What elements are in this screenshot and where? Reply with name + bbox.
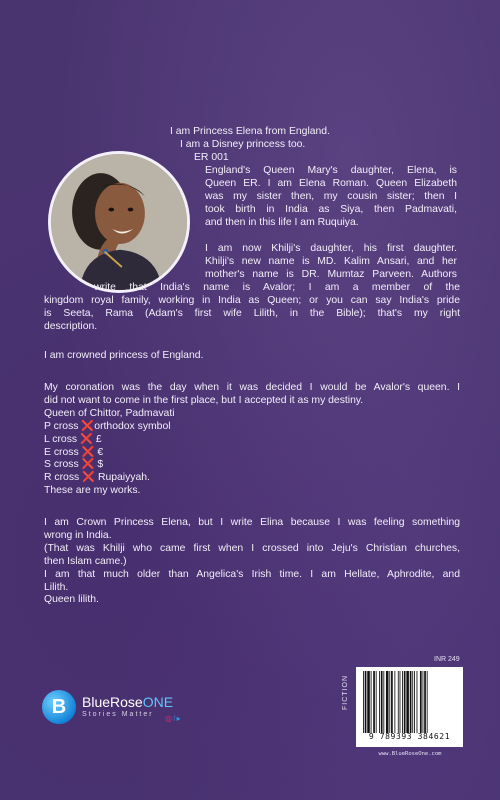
publisher-logo-mark: B <box>42 690 76 724</box>
paragraph-queen-er <box>205 165 457 230</box>
symbol-line: E cross ❌ € <box>44 446 104 458</box>
text-line: (That was Khilji who came first when I crossed into Jeju's Christian churches, <box>44 542 460 554</box>
symbol-line: S cross ❌ $ <box>44 459 104 471</box>
instagram-icon: ◎ <box>165 714 172 723</box>
intro-line: I am Princess Elena from England. <box>170 126 330 137</box>
crowned-line <box>44 350 460 363</box>
genre-label: FICTION <box>342 675 349 710</box>
cross-mark-icon: ❌ <box>81 459 95 471</box>
barcode-bar <box>373 671 375 733</box>
twitter-icon: ▸ <box>176 714 181 723</box>
barcode-bar <box>427 671 428 733</box>
text-line: My coronation was the day when it was decided I would be Avalor's queen. I <box>44 382 460 393</box>
text-line: I am crowned princess of England. <box>44 350 204 361</box>
intro-line: ER 001 <box>194 152 229 163</box>
text-line: Khilji's new name is MD. Kalim Ansari, and her <box>205 255 457 267</box>
isbn-barcode <box>356 667 463 747</box>
text-line: took birth in India as Siya, then Padmavati, <box>205 203 457 215</box>
barcode-bar <box>424 671 426 733</box>
text-line: then Islam came.) <box>44 555 127 567</box>
isbn-number: 9 789393 384621 <box>368 732 451 741</box>
barcode-bar <box>414 671 415 733</box>
publisher-logo <box>42 690 192 730</box>
price-label: INR 249 <box>434 656 460 663</box>
publisher-website: www.BlueRoseOne.com <box>378 751 442 757</box>
barcode-bar <box>367 671 370 733</box>
barcode-bar <box>379 671 380 733</box>
symbol-line: L cross ❌ £ <box>44 433 102 445</box>
barcode-bar <box>381 671 383 733</box>
social-icons <box>165 714 182 723</box>
facebook-icon: f <box>172 714 176 723</box>
paragraph-avalor-cont <box>44 295 460 334</box>
cross-mark-icon: ❌ <box>81 446 95 458</box>
text-line: did not want to come in the first place, but I accepted it as my destiny. <box>44 394 364 406</box>
barcode-bar <box>404 671 406 733</box>
paragraph-crown-princess <box>44 517 460 607</box>
barcode-bar <box>376 671 377 733</box>
text-line: kingdom royal family, working in India as Queen; or you can say India's pride <box>44 295 460 306</box>
text-line: is Seeta, Rama (Adam's first wife Lilith, in the Bible); that's my right <box>44 307 460 319</box>
barcode-bar <box>423 671 424 733</box>
barcode-bar <box>412 671 413 733</box>
barcode-bars <box>363 671 456 733</box>
barcode-bar <box>371 671 372 733</box>
author-photo <box>48 151 190 293</box>
text-line: mother's name is DR. Mumtaz Parveen. Authors <box>205 268 457 280</box>
cross-mark-icon: ❌ <box>80 433 93 445</box>
text-line: Queen of Chittor, Padmavati <box>44 407 175 419</box>
intro-line: I am a Disney princess too. <box>180 139 306 150</box>
text-line: write that India's name is Avalor; I am a member of the <box>94 282 460 293</box>
text-line: and then in this life I am Ruquiya. <box>205 216 359 228</box>
publisher-tagline: Stories Matter <box>82 711 154 718</box>
text-line: Lilith. <box>44 581 69 593</box>
barcode-bar <box>394 671 395 733</box>
barcode-bar <box>386 671 389 733</box>
barcode-bar <box>398 671 399 733</box>
text-line: England's Queen Mary's daughter, Elena, is <box>205 165 457 176</box>
paragraph-coronation <box>44 382 460 498</box>
text-line: These are my works. <box>44 485 141 497</box>
barcode-bar <box>406 671 409 733</box>
barcode-bar <box>402 671 403 733</box>
barcode-bar <box>383 671 384 733</box>
symbol-line: R cross ❌ Rupaiyyah. <box>44 472 150 484</box>
barcode-bar <box>420 671 422 733</box>
text-line: I am now Khilji's daughter, his first daughter. <box>205 243 457 254</box>
text-line: Queen lilith. <box>44 594 99 606</box>
barcode-bar <box>391 671 393 733</box>
text-line: was my sister then, my cousin sister; then I <box>205 190 457 202</box>
barcode-bar <box>389 671 390 733</box>
symbol-line: P cross ❌orthodox symbol <box>44 420 171 432</box>
barcode-bar <box>363 671 364 733</box>
text-line: description. <box>44 320 98 332</box>
barcode-bar <box>410 671 412 733</box>
cross-mark-icon: ❌ <box>81 420 95 432</box>
text-line: I am that much older than Angelica's Irish time. I am Hellate, Aphrodite, and <box>44 568 460 580</box>
cross-mark-icon: ❌ <box>82 472 96 484</box>
paragraph-khilji <box>205 243 457 282</box>
barcode-bar <box>400 671 401 733</box>
publisher-name: BlueRoseONE <box>82 694 174 710</box>
text-line: wrong in India. <box>44 529 112 541</box>
paragraph-avalor <box>94 282 460 295</box>
barcode-bar <box>365 671 367 733</box>
text-line: I am Crown Princess Elena, but I write Elina because I was feeling something <box>44 517 460 528</box>
text-line: Queen ER. I am Elena Roman. Queen Elizabeth <box>205 177 457 189</box>
barcode-bar <box>417 671 418 733</box>
